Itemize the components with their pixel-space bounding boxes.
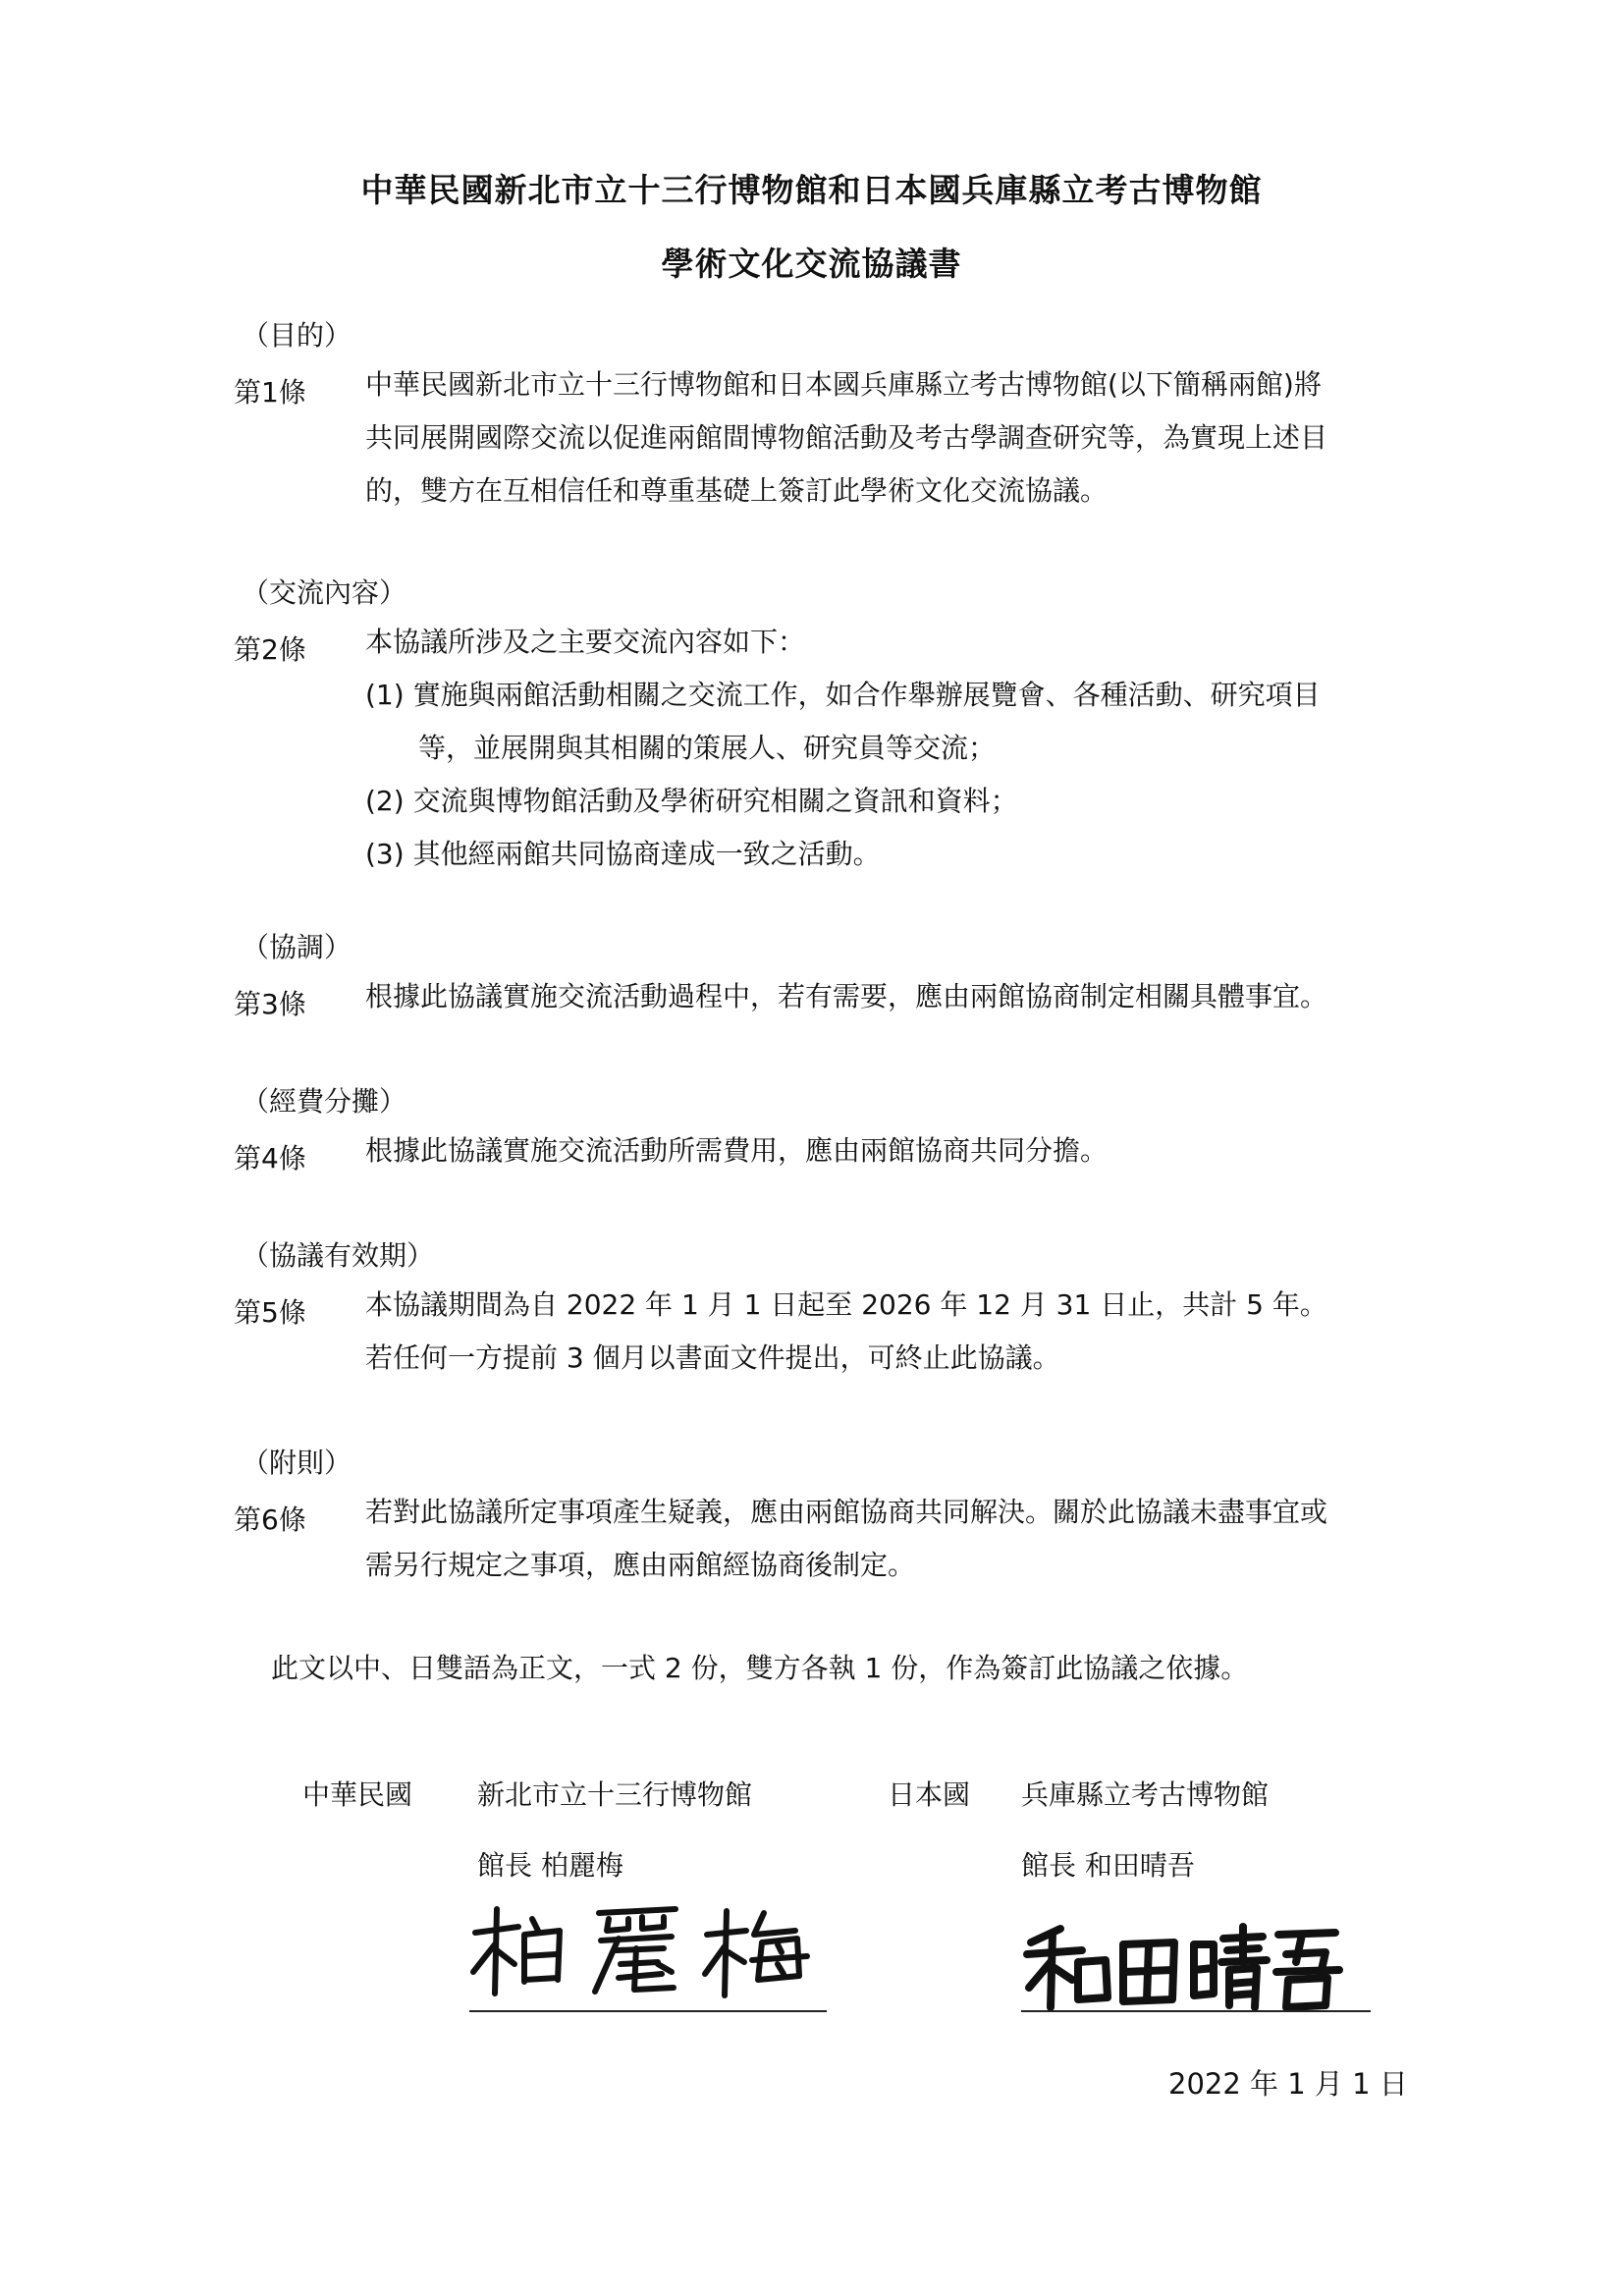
- left-director: 館長 柏麗梅: [477, 1849, 623, 1882]
- article-line: 需另行規定之事項，應由兩館經協商後制定。: [365, 1549, 916, 1581]
- list-item: (1) 實施與兩館活動相關之交流工作，如合作舉辦展覽會、各種活動、研究項目: [365, 679, 1321, 711]
- left-institution: 新北市立十三行博物館: [477, 1778, 753, 1811]
- title-line-1: 中華民國新北市立十三行博物館和日本國兵庫縣立考古博物館: [360, 171, 1263, 209]
- article-line: 若任何一方提前 3 個月以書面文件提出，可終止此協議。: [365, 1341, 1060, 1374]
- right-institution: 兵庫縣立考古博物館: [1021, 1778, 1270, 1811]
- article-2-item-3: [365, 828, 1426, 881]
- left-handwritten-signature: [461, 1895, 815, 2003]
- article-6-body: [365, 1486, 1426, 1592]
- article-4-body: [365, 1124, 1426, 1177]
- list-item: (2) 交流與博物館活動及學術研究相關之資訊和資料；: [365, 785, 1018, 817]
- article-3-label: 第3條: [234, 988, 306, 1020]
- article-line: 本協議所涉及之主要交流內容如下：: [365, 626, 806, 658]
- section-heading-coordination: （協調）: [242, 931, 352, 963]
- article-6-label: 第6條: [234, 1503, 306, 1536]
- article-5-body: [365, 1279, 1426, 1385]
- article-3-body: [365, 970, 1426, 1023]
- list-item-continuation: 等，並展開與其相關的策展人、研究員等交流；: [418, 732, 997, 764]
- section-heading-validity: （協議有效期）: [242, 1239, 435, 1272]
- article-2-label: 第2條: [234, 633, 306, 666]
- article-2-item-1: [365, 669, 1426, 775]
- article-line: 的，雙方在互相信任和尊重基礎上簽訂此學術文化交流協議。: [365, 474, 1109, 507]
- right-handwritten-signature: [1021, 1915, 1355, 2013]
- article-4-label: 第4條: [234, 1142, 306, 1175]
- article-5-label: 第5條: [234, 1296, 306, 1329]
- article-1-label: 第1條: [234, 376, 306, 409]
- closing-statement: 此文以中、日雙語為正文，一式 2 份，雙方各執 1 份，作為簽訂此協議之依據。: [271, 1652, 1249, 1684]
- article-line: 根據此協議實施交流活動過程中，若有需要，應由兩館協商制定相關具體事宜。: [365, 980, 1328, 1012]
- article-line: 根據此協議實施交流活動所需費用，應由兩館協商共同分擔。: [365, 1134, 1109, 1167]
- list-item: (3) 其他經兩館共同協商達成一致之活動。: [365, 838, 881, 870]
- right-director: 館長 和田晴吾: [1021, 1849, 1195, 1882]
- article-line: 本協議期間為自 2022 年 1 月 1 日起至 2026 年 12 月 31 日止，共計 5 年。: [365, 1288, 1327, 1321]
- article-line: 共同展開國際交流以促進兩館間博物館活動及考古學調查研究等，為實現上述目: [365, 421, 1328, 454]
- section-heading-supplementary: （附則）: [242, 1447, 352, 1479]
- section-heading-costs: （經費分攤）: [242, 1085, 407, 1118]
- section-heading-exchange: （交流內容）: [242, 576, 407, 609]
- article-line: 中華民國新北市立十三行博物館和日本國兵庫縣立考古博物館(以下簡稱兩館)將: [365, 368, 1322, 401]
- article-2-body: [365, 616, 1426, 669]
- section-heading-purpose: （目的）: [242, 319, 352, 352]
- right-country: 日本國: [888, 1778, 971, 1811]
- article-2-item-2: [365, 775, 1426, 828]
- article-line: 若對此協議所定事項產生疑義，應由兩館協商共同解決。關於此協議未盡事宜或: [365, 1496, 1328, 1528]
- left-country: 中華民國: [302, 1778, 413, 1811]
- title-line-2: 學術文化交流協議書: [661, 245, 962, 283]
- right-signature-line: [1021, 2010, 1371, 2012]
- agreement-date: 2022 年 1 月 1 日: [1168, 2067, 1408, 2101]
- left-signature-line: [469, 2010, 827, 2012]
- article-1-body: [365, 358, 1426, 518]
